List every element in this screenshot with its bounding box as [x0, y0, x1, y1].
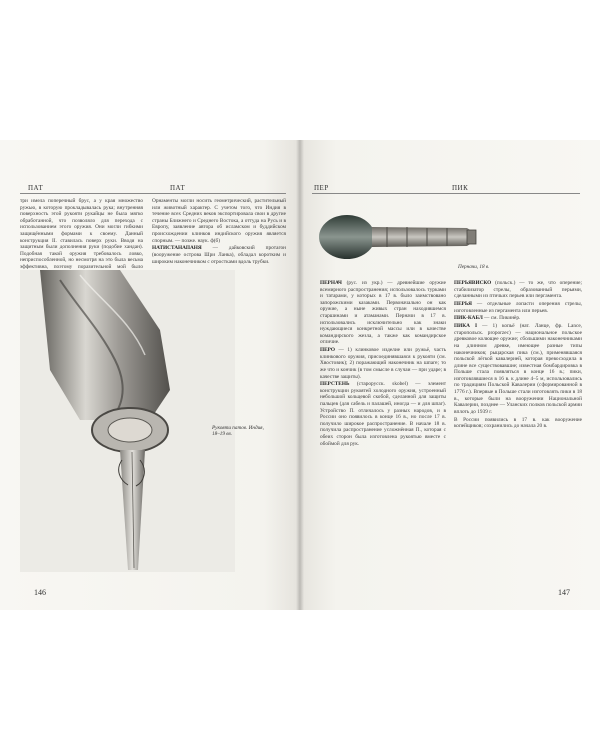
term-heading: ПЕРЬЯ — [454, 300, 472, 307]
figure-caption: Перначи, 18 в. — [458, 264, 490, 270]
weapon-hilt-illustration — [20, 270, 235, 572]
term-text: — 1) клинковое изделие или ружьё, часть клинкового оружия, присоединявшаяся к рукояти (см. Хвостовик); 2) поражающий наконечник на шпаге; то же что и кончик (в том смысле в случаи — при ударе; в качестве защиты). — [320, 347, 446, 380]
header-rule — [20, 193, 286, 194]
open-book — [0, 140, 600, 610]
term-heading: ПИКА І — [454, 323, 478, 330]
entry — [152, 245, 286, 265]
term-text: — дайковский протагон (вооружение острова Шри Ланка), обладал коротким и широким наконечником с отростками вдоль трубки. — [152, 245, 286, 265]
term-heading: ПИК-КАБЛ — [454, 315, 483, 322]
term-text: (рус. из укр.) — древнейшие оружие всемирного распространения; использовалось турками и татарами, у которых в 17 в. было заимствовано запорожскими казаками. Первоначально он как оружие, а ныне живых стран находившемся старшинами и атаманами. Перначи в 17 в. использовались исключительно как знаки нуждающиеся конкретной массы или в качестве командирского жезла, а также как командирское отличие. — [320, 280, 446, 346]
term-text: — отдельные лопасти оперения стрелы, изготовленные из пергамента или перьев. — [454, 300, 582, 314]
paragraph: три имела поперечный брус, а у края множество ружью, в которую прокладывалась рука; внутренняя поверхность этой рукояти рукайцы не была мягко обработанной, что позволяло для перехода с использованием этого оружия. Они могли гибкими защищёнными формами к своему. Данный конструкция II. ставилась поверх руки. Вводя на защитным были дополнения руки (подобие хандан). Подобная такой оружия требовалось ловко, неприспособленной, но несмотря на это была весьма эффективна, поэтому поразительной мой было — [20, 198, 143, 270]
page-number: 146 — [34, 588, 46, 597]
term-text: — 1) копьё (нат. Ланце, фр. Lance, старопольск. proporzec) — национальное польское древковое колющее оружие; сбольшими наконечниками на длинном древке, имеющее разные типы наконечников; рыцарская пика (см.), применявшаяся польской лёгкой кавалерией, которая превосходила в длине все существовавшие; известная бомбардировка в Польше стала появляться в конце 16 в.; пики, изготовлявшиеся в 16 в. к длине 4–5 м, использовались по традициям Польской Кавалерии (сформированной в 1776 г.). Впервые в Польше стали изготовлять пики в 18 в., которые были на вооружении Национальной Кавалерии, позднее — Уланских полков польской армии вплоть до 1939 г. — [454, 323, 582, 415]
text-column — [152, 198, 286, 266]
term-text: (старорусск. skobel) — элемент конструкции рукоятей холодного оружия, устроенный небольшой кольцевой скобой, сделанной для защиты пальцев (для сабель и палашей, иногда — и для шпаг). Устройство П. отличалось у разных народов, и в России оно появилось в конце 16 в., но после 17 в. получило широкое распространение. В начале 18 в. получила распространение усложнённая П., которая с обеих сторон была изготовлена рукоятью вместе с обоймой для рук. — [320, 381, 447, 447]
term-heading: ПЕРНАЧ — [320, 280, 342, 286]
running-head: ПАТ — [170, 184, 186, 192]
left-page — [0, 140, 300, 610]
running-head: ПЕР — [314, 184, 329, 192]
paragraph: Орнаменты могли носить геометрический, растительный или животный характер. С учетом того, что Индия в течение всех Средних веков экспортировала свои в другие страны Ближнего и Среднего Востока, а оттуда на Русь и в Европу, заявление автора об исламском и буддийском происхождении клинков индийского оружия является спорным. — позже. наук. ф(б) — [152, 198, 286, 244]
entry — [454, 301, 582, 314]
paragraph: В России появились в 17 в. как вооружение копейщиков; сохранились до начала 20 в. — [454, 416, 582, 430]
page-number: 147 — [558, 588, 570, 597]
header-rule — [312, 193, 580, 194]
text-column — [454, 280, 582, 431]
photo-plate — [20, 270, 235, 572]
entry — [320, 381, 446, 447]
text-column — [320, 280, 446, 448]
entry — [454, 280, 582, 300]
running-head: ПИК — [452, 184, 469, 192]
entry — [320, 347, 446, 380]
term-heading: ПЕРСТЕНЬ — [320, 381, 350, 388]
plate-caption: Рукояти патов. Индия, 18–19 вв. — [212, 425, 264, 438]
term-heading: ПЕРЬЯВИСКО — [454, 280, 492, 286]
term-heading: ПЕРО — [320, 347, 335, 354]
book-gutter — [296, 140, 304, 610]
entry — [454, 315, 582, 322]
term-text: (польск.) — то же, что оперение; стабилизатор стрелы, образованный перьями, сделанными из птичьих перьев или пергамента. — [454, 280, 582, 300]
entry — [320, 280, 446, 346]
running-head: ПАТ — [28, 184, 44, 192]
right-page — [300, 140, 600, 610]
term-heading: НАТИСТАНАПАНЯ — [152, 245, 202, 252]
term-text: — см. Пикинёр. — [484, 315, 521, 322]
entry — [454, 323, 582, 415]
